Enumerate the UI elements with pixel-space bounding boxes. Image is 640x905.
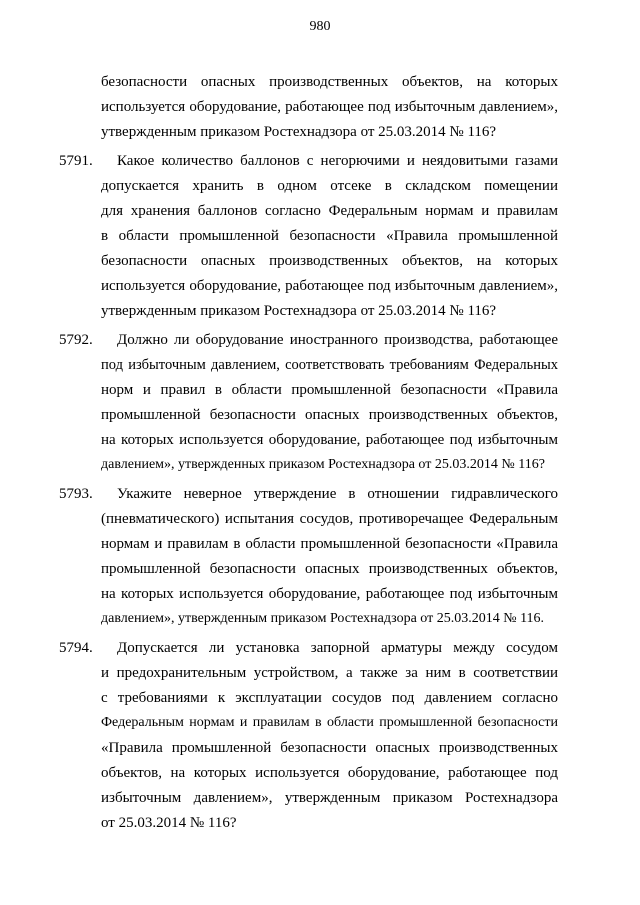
question-line: с требованиями к эксплуатации сосудов под давлением согласно (101, 690, 558, 706)
question-line: для хранения баллонов согласно Федеральным нормам и правилам (101, 203, 558, 219)
question-line: Укажите неверное утверждение в отношении гидравлического (117, 486, 558, 502)
question-line: допускается хранить в одном отсеке в складском помещении (101, 178, 558, 194)
question-number: 5794. (59, 640, 93, 656)
question-line: используется оборудование, работающее под избыточным давлением», (101, 278, 558, 294)
question-line: избыточным давлением», утвержденным приказом Ростехнадзора (101, 790, 558, 806)
question-line: в области промышленной безопасности «Правила промышленной (101, 228, 558, 244)
lead-in-line: безопасности опасных производственных объектов, на которых (101, 74, 558, 90)
question-line: промышленной безопасности опасных производственных объектов, (101, 561, 558, 577)
lead-in-line: утвержденным приказом Ростехнадзора от 25.03.2014 № 116? (101, 124, 497, 140)
question-number: 5791. (59, 153, 93, 169)
question-line: давлением», утвержденным приказом Ростехнадзора от 25.03.2014 № 116. (101, 611, 545, 626)
question-line: на которых используется оборудование, работающее под избыточным (101, 586, 558, 602)
question-line: Допускается ли установка запорной арматуры между сосудом (117, 640, 558, 656)
question-line: под избыточным давлением, соответствовать требованиям Федеральных (101, 357, 558, 373)
question-line: промышленной безопасности опасных производственных объектов, (101, 407, 558, 423)
question-line: давлением», утвержденных приказом Ростехнадзора от 25.03.2014 № 116? (101, 457, 545, 472)
question-line: утвержденным приказом Ростехнадзора от 25.03.2014 № 116? (101, 303, 497, 319)
question-line: норм и правил в области промышленной безопасности «Правила (101, 382, 558, 398)
question-line: от 25.03.2014 № 116? (101, 815, 237, 831)
question-line: безопасности опасных производственных объектов, на которых (101, 253, 558, 269)
lead-in-line: используется оборудование, работающее под избыточным давлением», (101, 99, 558, 115)
question-line: «Правила промышленной безопасности опасных производственных (101, 740, 558, 756)
page-number: 980 (309, 19, 331, 34)
question-line: Федеральным нормам и правилам в области промышленной безопасности (101, 715, 558, 730)
question-number: 5792. (59, 332, 93, 348)
question-line: на которых используется оборудование, работающее под избыточным (101, 432, 558, 448)
question-line: (пневматического) испытания сосудов, противоречащее Федеральным (101, 511, 558, 527)
question-line: объектов, на которых используется оборудование, работающее под (101, 765, 558, 781)
question-line: Должно ли оборудование иностранного производства, работающее (117, 332, 558, 348)
question-number: 5793. (59, 486, 93, 502)
question-line: и предохранительным устройством, а также за ним в соответствии (101, 665, 558, 681)
question-line: нормам и правилам в области промышленной безопасности «Правила (101, 536, 558, 552)
question-line: Какое количество баллонов с негорючими и неядовитыми газами (117, 153, 558, 169)
